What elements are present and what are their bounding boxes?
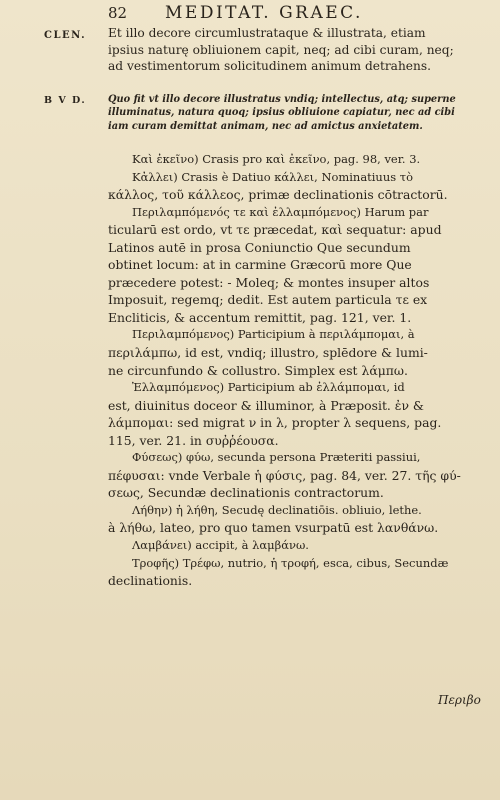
commentary-line: Encliticis, & accentum remittit, pag. 121, ver. 1. bbox=[108, 309, 412, 325]
commentary-line: λάμπομαι: sed migrat ν in λ, propter λ sequens, pag. bbox=[108, 415, 442, 431]
grammatical-commentary bbox=[108, 151, 474, 590]
page-number: 82 bbox=[108, 4, 128, 22]
commentary-line: Imposuit, regemq; dedit. Est autem particula τε ex bbox=[108, 292, 428, 308]
commentary-line: est, diuinitus doceor & illuminor, à Præposit. ἐν & bbox=[108, 397, 424, 413]
commentary-line: σεως, Secundæ declinationis contractorum. bbox=[108, 485, 384, 501]
commentary-line: Καὶ ἐκεῖνο) Crasis pro καὶ ἐκεῖνο, pag. 98, ver. 3. bbox=[132, 152, 421, 166]
commentary-line: Περιλαμπόμενος) Participium à περιλάμπομαι, à bbox=[132, 327, 415, 342]
text-line: Et illo decore circumlustrataque & illustrata, etiam bbox=[108, 26, 426, 40]
commentary-line: ne circunfundo & collustro. Simplex est λάμπω. bbox=[108, 362, 408, 378]
commentary-line: Τροφῆς) Τρέφω, nutrio, ἡ τροφή, esca, cibus, Secundæ bbox=[132, 555, 449, 570]
commentary-line: πέφυσαι: vnde Verbale ἡ φύσις, pag. 84, ver. 27. τῆς φύ- bbox=[108, 467, 461, 483]
commentary-line: κάλλος, τοῦ κάλλεος, primæ declinationis cōtractorū. bbox=[108, 187, 448, 203]
commentary-line: ticularū est ordo, vt τε præcedat, καὶ sequatur: apud bbox=[108, 222, 442, 238]
clen-passage bbox=[108, 25, 474, 75]
text-line: illuminatus, natura quoq; ipsius obliuione capiatur, nec ad cibi bbox=[108, 107, 455, 119]
commentary-line: Latinos autē in prosa Coniunctio Que secundum bbox=[108, 239, 411, 255]
running-title: MEDITAT. GRAEC. bbox=[165, 3, 363, 23]
commentary-line: Φύσεως) φύω, secunda persona Præteriti passiui, bbox=[132, 450, 421, 465]
text-line: ipsius naturę obliuionem capit, neq; ad cibi curam, neq; bbox=[108, 42, 454, 57]
commentary-line: 115, ver. 21. in συῤῥέουσα. bbox=[108, 432, 279, 448]
text-line: iam curam demittat animam, nec ad amictus anxietatem. bbox=[108, 120, 423, 132]
commentary-line: Περιλαμπόμενός τε καὶ ἐλλαμπόμενος) Harum par bbox=[132, 204, 429, 219]
commentary-line: præcedere potest: - Moleq; & montes insuper altos bbox=[108, 274, 430, 290]
page-header bbox=[0, 2, 500, 24]
text-line: ad vestimentorum solicitudinem animum detrahens. bbox=[108, 59, 431, 73]
commentary-line: περιλάμπω, id est, vndiq; illustro, splēdore & lumi- bbox=[108, 345, 428, 361]
speaker-clen: CLEN. bbox=[44, 30, 87, 41]
bud-translation bbox=[108, 93, 474, 133]
text-line: Quo fit vt illo decore illustratus vndiq; intellectus, atq; superne bbox=[108, 94, 456, 105]
commentary-line: Κἀλλει) Crasis è Datiuo κάλλει, Nominatiuus τὸ bbox=[132, 169, 413, 184]
commentary-line: Λαμβάνει) accipit, à λαμβάνω. bbox=[132, 538, 309, 553]
commentary-line: Λήθην) ἡ λήθη, Secudę declinatiōis. obliuio, lethe. bbox=[132, 502, 422, 517]
commentary-line: à λήθω, lateo, pro quo tamen vsurpatū est λανθάνω. bbox=[108, 520, 439, 536]
commentary-line: Ἐλλαμπόμενος) Participium ab ἐλλάμπομαι, id bbox=[132, 380, 405, 395]
commentary-line: obtinet locum: at in carmine Græcorū more Que bbox=[108, 257, 412, 273]
commentary-line: declinationis. bbox=[108, 573, 193, 589]
catchword: Περιβο bbox=[438, 693, 481, 707]
speaker-bud: B V D. bbox=[44, 95, 87, 106]
